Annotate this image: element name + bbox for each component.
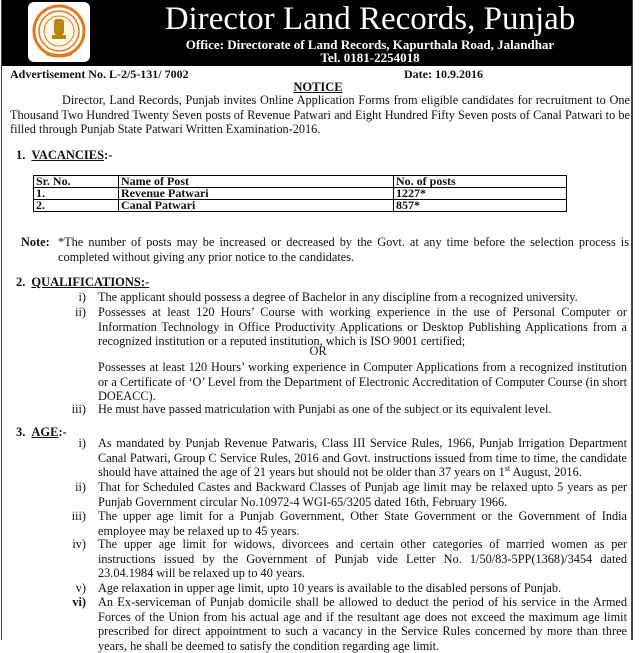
notice-intro: Director, Land Records, Punjab invites Online Application Forms from eligible candidates for recruitment to One Thousand Two Hundred Twenty Seven posts of Revenue Patwari and Eight Hundred Fifty Seven posts of Canal Patwari to be filled through Punjab State Patwari Written Examination-2016. [10, 93, 630, 137]
section-suffix: :- [104, 148, 113, 162]
table-row [34, 200, 567, 212]
table-row [34, 188, 567, 200]
column-header: Sr. No. [34, 176, 119, 188]
note-text: *The number of posts may be increased or decreased by the Govt. at any time before the selection process is completed without giving any prior notice to the candidates. [58, 235, 629, 264]
notice-date: Date: 10.9.2016 [404, 67, 483, 81]
age-item [62, 436, 627, 480]
item-text: He must have passed matriculation with Punjabi as one of the subject or its equivalent level. [98, 402, 552, 416]
section-heading-vacancies [16, 148, 112, 163]
punjab-emblem-icon [28, 2, 90, 62]
item-text-part: As mandated by Punjab Revenue Patwaris, Class III Service Rules, 1966, Punjab Irrigation Department Canal Patwari, Group C Service Rules, 2016 and Govt. instructions issued from time to time, the candidate should have attained the age of 21 years but should not be older than 37 years on 1 [98, 436, 627, 480]
item-text: Possesses at least 120 Hours’ Course with working experience in the use of Personal Computer or Information Technology in Office Productivity Applications or Desktop Publishing Applications from a recognized institution or a reputed institution, which is ISO 9001 certified; [98, 305, 627, 349]
table-header-row [34, 176, 567, 188]
item-number: ii) [75, 480, 86, 494]
section-title: VACANCIES [31, 148, 105, 162]
qualification-item [62, 402, 627, 417]
advertisement-number: Advertisement No. L-2/5-131/ 7002 [10, 67, 189, 81]
vacancies-table [33, 175, 567, 212]
table-cell: 1227* [394, 188, 567, 200]
table-cell: Canal Patwari [119, 200, 394, 212]
item-number: i) [78, 290, 86, 304]
item-text: The upper age limit for widows, divorcees and certain other categories of married women as per instructions issued by the Government of Punjab vide Letter No. 1/50/83-5PP(1368)/3454 dated 23.04.1984 will be relaxed up to 40 years. [98, 537, 627, 581]
item-text: Possesses at least 120 Hours’ working experience in Computer Applications from a recognized institution or a Certificate of ‘O’ Level from the Department of Electronic Accreditation of Computer Course (in short DOEACC). [98, 360, 627, 404]
age-item [62, 581, 627, 596]
item-text: An Ex-serviceman of Punjab domicile shall be allowed to deduct the period of his service in the Armed Forces of the Union from his actual age and if the resultant age does not exceed the maximum age limit prescribed for direct appointment to such a vacancy in the Service Rules concerned by more than three years, he shall be deemed to satisfy the condition regarding age limit. [98, 595, 627, 653]
table-cell: Revenue Patwari [119, 188, 394, 200]
section-suffix: :- [58, 425, 67, 439]
office-address: Office: Directorate of Land Records, Kapurthala Road, Jalandhar [185, 37, 555, 52]
section-title: QUALIFICATIONS:- [31, 275, 150, 289]
qualification-item [62, 360, 627, 404]
section-number: 1. [16, 148, 26, 162]
item-text: The applicant should possess a degree of Bachelor in any discipline from a recognized university. [98, 290, 578, 304]
item-number: ii) [75, 305, 86, 319]
item-number: iii) [71, 509, 86, 523]
section-heading-age [16, 425, 67, 440]
item-number: iii) [71, 402, 86, 416]
item-text: Age relaxation in upper age limit, upto 10 years is available to the disabled persons of Punjab. [98, 581, 562, 595]
table-cell: 2. [34, 200, 119, 212]
department-title: Director Land Records, Punjab [164, 1, 576, 37]
qualification-item [62, 305, 627, 349]
section-number: 2. [16, 275, 26, 289]
item-text: That for Scheduled Castes and Backward Classes of Punjab age limit may be relaxed upto 5 years as per Punjab Government circular No.10972-4 WGI-65/3205 dated 16th, February 1966. [98, 480, 627, 509]
age-item [62, 480, 627, 509]
item-number: iv) [72, 537, 86, 551]
item-text [98, 436, 627, 480]
age-item [62, 509, 627, 538]
or-separator: OR [309, 344, 327, 358]
item-number: v) [75, 581, 86, 595]
ordinal-superscript: st [504, 464, 511, 474]
column-header: No. of posts [394, 176, 567, 188]
age-item [62, 537, 627, 581]
notice-title: NOTICE [293, 80, 343, 94]
section-heading-qualifications [16, 275, 149, 290]
item-number: i) [78, 436, 86, 450]
age-item [62, 595, 627, 653]
section-number: 3. [16, 425, 26, 439]
qualification-item [62, 290, 627, 305]
letterhead [2, 0, 632, 66]
column-header: Name of Post [119, 176, 394, 188]
table-cell: 857* [394, 200, 567, 212]
note-label: Note: [21, 235, 50, 249]
item-number: vi) [72, 595, 86, 609]
vacancies-note [21, 235, 629, 264]
item-text-part: August, 2016. [510, 465, 582, 480]
office-telephone: Tel. 0181-2254018 [320, 50, 420, 65]
item-text: The upper age limit for a Punjab Government, Other State Government or the Government of India employee may be relaxed up to 45 years. [98, 509, 627, 538]
notice-page [1, 0, 633, 653]
section-title: AGE [31, 425, 59, 439]
table-cell: 1. [34, 188, 119, 200]
